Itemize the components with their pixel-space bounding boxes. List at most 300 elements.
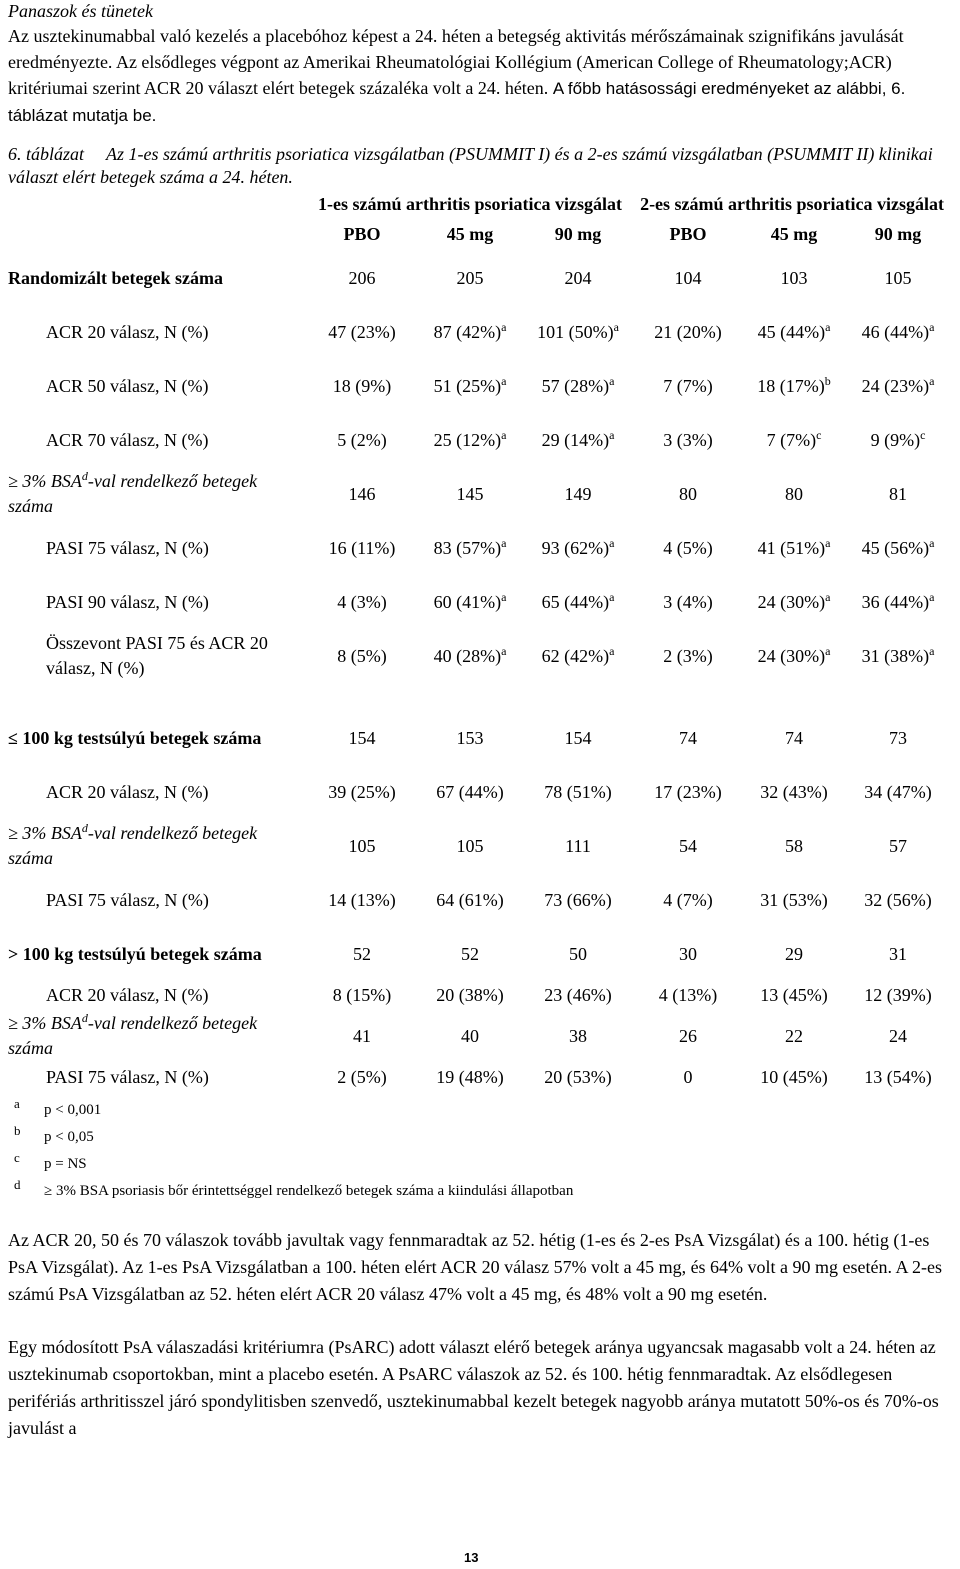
table-cell [308, 711, 416, 765]
cell-significance-mark: a [825, 643, 831, 658]
row-label-text-rest: -val rendelkező betegek száma [8, 1013, 258, 1058]
cell-value: 26 [679, 1025, 698, 1046]
table-row [8, 305, 952, 359]
table-cell [416, 1063, 524, 1091]
cell-value: 24 (30%) [757, 645, 826, 666]
row-label [8, 629, 308, 683]
table-cell [524, 575, 632, 629]
cell-value: 154 [564, 727, 592, 748]
table-spacer-row [8, 683, 952, 711]
intro-paragraph [8, 23, 952, 129]
cell-significance-mark: a [501, 643, 507, 658]
cell-significance-mark: a [609, 643, 615, 658]
table-row [8, 521, 952, 575]
cell-value: 206 [348, 267, 376, 288]
cell-significance-mark: a [609, 427, 615, 442]
table-cell [744, 629, 844, 683]
table-cell [844, 467, 952, 521]
cell-value: 52 [353, 943, 371, 964]
row-label-text: ≥ 3% BSA [8, 823, 82, 843]
table-cell [844, 765, 952, 819]
row-label-text: ACR 20 válasz, N (%) [46, 321, 209, 342]
column-header: 90 mg [874, 223, 922, 244]
table-cell [524, 467, 632, 521]
cell-value: 4 (3%) [337, 591, 387, 612]
table-caption-text: Az 1-es számú arthritis psoriatica vizsgálatban (PSUMMIT I) és a 2-es számú vizsgálatban (PSUMMIT II) klinikai választ elért betegek száma a 24. héten. [8, 144, 933, 187]
cell-value: 101 (50%) [537, 321, 614, 342]
cell-value: 45 (44%) [757, 321, 826, 342]
cell-value: 20 (53%) [544, 1066, 612, 1087]
cell-value: 74 [679, 727, 698, 748]
cell-significance-mark: c [816, 427, 822, 442]
row-label-text: Randomizált betegek száma [8, 267, 223, 288]
table-row [8, 251, 952, 305]
cell-value: 205 [456, 267, 484, 288]
table-cell [844, 359, 952, 413]
cell-value: 80 [785, 483, 804, 504]
table-cell [844, 413, 952, 467]
row-label-text: ≥ 3% BSA [8, 471, 82, 491]
table-cell [416, 765, 524, 819]
column-header: 45 mg [446, 223, 494, 244]
table-cell [744, 305, 844, 359]
cell-value: 46 (44%) [861, 321, 930, 342]
row-label-text: PASI 75 válasz, N (%) [46, 889, 209, 910]
cell-value: 146 [348, 483, 376, 504]
row-label-footnote-mark: d [81, 469, 88, 483]
table-cell [844, 251, 952, 305]
table-row [8, 629, 952, 683]
row-label-text: ≤ 100 kg testsúlyú betegek száma [8, 727, 262, 748]
table-cell [308, 1063, 416, 1091]
cell-value: 154 [348, 727, 376, 748]
footnote-key: a [14, 1096, 20, 1111]
table-cell [844, 575, 952, 629]
cell-value: 78 (51%) [544, 781, 612, 802]
table-cell [416, 305, 524, 359]
table-cell [744, 711, 844, 765]
table-cell [524, 1009, 632, 1063]
cell-value: 40 (28%) [433, 645, 502, 666]
cell-value: 50 [569, 943, 588, 964]
row-label [8, 1063, 308, 1091]
cell-value: 57 [889, 835, 908, 856]
row-label [8, 521, 308, 575]
cell-value: 13 (54%) [864, 1066, 932, 1087]
table-cell [632, 629, 744, 683]
cell-significance-mark: a [929, 589, 935, 604]
footnote [8, 1151, 952, 1178]
cell-value: 57 (28%) [541, 375, 610, 396]
cell-significance-mark: a [609, 535, 615, 550]
table-cell [308, 873, 416, 927]
table-row [8, 413, 952, 467]
cell-value: 16 (11%) [328, 537, 396, 558]
cell-value: 41 (51%) [757, 537, 826, 558]
page-number: 13 [464, 1550, 479, 1565]
table-cell [416, 467, 524, 521]
table-cell [524, 521, 632, 575]
table-cell [744, 359, 844, 413]
cell-value: 25 (12%) [433, 429, 502, 450]
table-cell [308, 359, 416, 413]
cell-value: 204 [564, 267, 592, 288]
table-caption-number: 6. táblázat [8, 144, 85, 164]
table-cell [524, 981, 632, 1009]
cell-value: 149 [564, 483, 592, 504]
table-cell [308, 413, 416, 467]
table-cell [744, 1063, 844, 1091]
table-cell [844, 981, 952, 1009]
cell-value: 104 [674, 267, 702, 288]
cell-significance-mark: a [501, 427, 507, 442]
cell-value: 22 [785, 1025, 804, 1046]
table-cell [744, 467, 844, 521]
table-cell [524, 765, 632, 819]
table-cell [416, 575, 524, 629]
cell-value: 40 [461, 1025, 479, 1046]
cell-value: 10 (45%) [760, 1066, 828, 1087]
footnote-text: p = NS [44, 1156, 87, 1172]
cell-value: 2 (3%) [663, 645, 713, 666]
cell-value: 105 [348, 835, 376, 856]
cell-value: 41 [353, 1025, 371, 1046]
cell-value: 105 [884, 267, 912, 288]
cell-value: 31 [889, 943, 908, 964]
cell-value: 153 [456, 727, 484, 748]
paragraph-2: Az ACR 20, 50 és 70 válaszok tovább javultak vagy fennmaradtak az 52. hétig (1-es és 2-es PsA Vizsgálat) és a 100. hétig (1-es PsA Vizsgálat). Az 1-es PsA Vizsgálatban a 100. héten elért ACR 20 válasz 57% volt a 45 mg, és 64% volt a 90 mg esetén. A 2-es számú PsA Vizsgálatban az 52. héten elért ACR 20 válasz 47% volt a 45 mg, és 48% volt a 90 mg esetén. [8, 1230, 943, 1304]
table-cell [632, 711, 744, 765]
cell-value: 111 [565, 835, 591, 856]
row-label [8, 575, 308, 629]
table-cell [524, 629, 632, 683]
cell-value: 31 (38%) [861, 645, 930, 666]
cell-value: 54 [679, 835, 698, 856]
table-cell [632, 575, 744, 629]
row-label-footnote-mark: d [81, 821, 88, 835]
cell-value: 60 (41%) [433, 591, 502, 612]
table-column-header-row [8, 217, 952, 251]
cell-value: 20 (38%) [436, 984, 504, 1005]
table-cell [524, 251, 632, 305]
footnote-key: b [14, 1123, 21, 1138]
table-cell [416, 251, 524, 305]
table-cell [744, 251, 844, 305]
row-label-text: PASI 75 válasz, N (%) [46, 1066, 209, 1087]
cell-value: 87 (42%) [433, 321, 502, 342]
cell-significance-mark: a [929, 373, 935, 388]
table-cell [308, 305, 416, 359]
table-caption [8, 143, 952, 189]
table-cell [416, 873, 524, 927]
cell-value: 3 (3%) [663, 429, 713, 450]
cell-value: 8 (15%) [332, 984, 392, 1005]
cell-value: 17 (23%) [654, 781, 722, 802]
table-cell [744, 873, 844, 927]
cell-value: 4 (13%) [658, 984, 718, 1005]
group-header-study-2: 2-es számú arthritis psoriatica vizsgálat [640, 194, 945, 214]
table-row [8, 467, 952, 521]
following-text [8, 1227, 952, 1442]
table-cell [632, 981, 744, 1009]
cell-value: 64 (61%) [436, 889, 504, 910]
row-label-text: ACR 50 válasz, N (%) [46, 375, 209, 396]
table-cell [744, 765, 844, 819]
cell-value: 47 (23%) [328, 321, 396, 342]
cell-significance-mark: a [501, 535, 507, 550]
table-cell [744, 521, 844, 575]
cell-value: 30 [679, 943, 698, 964]
table-cell [632, 521, 744, 575]
cell-value: 105 [456, 835, 484, 856]
group-header-study-1: 1-es számú arthritis psoriatica vizsgálat [318, 194, 622, 214]
table-cell [308, 521, 416, 575]
cell-value: 38 [569, 1025, 588, 1046]
cell-value: 39 (25%) [328, 781, 396, 802]
table-cell [524, 873, 632, 927]
table-cell [632, 467, 744, 521]
table-cell [416, 521, 524, 575]
row-label [8, 873, 308, 927]
table-row [8, 765, 952, 819]
footnote [8, 1124, 952, 1151]
footnote-text: p < 0,001 [44, 1102, 102, 1118]
table-row [8, 711, 952, 765]
cell-significance-mark: a [501, 373, 507, 388]
cell-value: 29 [785, 943, 804, 964]
table-cell [632, 927, 744, 981]
table-cell [416, 413, 524, 467]
table-cell [632, 765, 744, 819]
row-label [8, 467, 308, 521]
table-group-header-row [8, 191, 952, 217]
table-cell [844, 711, 952, 765]
table-cell [844, 927, 952, 981]
table-cell [308, 467, 416, 521]
table-cell [416, 629, 524, 683]
table-cell [308, 765, 416, 819]
table-cell [308, 575, 416, 629]
cell-value: 34 (47%) [864, 781, 932, 802]
section-heading: Panaszok és tünetek [8, 1, 153, 21]
footnote [8, 1178, 952, 1205]
cell-value: 4 (7%) [663, 889, 713, 910]
table-cell [632, 1063, 744, 1091]
table-cell [744, 981, 844, 1009]
footnote-text: ≥ 3% BSA psoriasis bőr érintettséggel rendelkező betegek száma a kiindulási állapotban [44, 1183, 574, 1199]
table-cell [844, 873, 952, 927]
table-cell [416, 819, 524, 873]
cell-significance-mark: b [824, 373, 831, 388]
row-label [8, 711, 308, 765]
table-cell [844, 629, 952, 683]
cell-significance-mark: a [609, 373, 615, 388]
cell-value: 13 (45%) [760, 984, 828, 1005]
row-label-text: PASI 75 válasz, N (%) [46, 537, 209, 558]
table-row [8, 1009, 952, 1063]
table-cell [844, 1009, 952, 1063]
cell-significance-mark: a [825, 535, 831, 550]
cell-value: 19 (48%) [436, 1066, 504, 1087]
table-cell [632, 305, 744, 359]
row-label-text: Összevont PASI 75 és ACR 20 válasz, N (%) [46, 633, 268, 678]
table-cell [632, 413, 744, 467]
table-cell [524, 1063, 632, 1091]
table-cell [524, 927, 632, 981]
cell-significance-mark: a [501, 319, 507, 334]
cell-value: 4 (5%) [663, 537, 713, 558]
table-cell [632, 873, 744, 927]
cell-value: 74 [785, 727, 804, 748]
table-cell [632, 819, 744, 873]
table-cell [416, 359, 524, 413]
cell-value: 7 (7%) [663, 375, 713, 396]
table-cell [308, 981, 416, 1009]
row-label-text-rest: -val rendelkező betegek száma [8, 823, 258, 868]
cell-value: 67 (44%) [436, 781, 504, 802]
intro-text: Az usztekinumabbal való kezelés a placebóhoz képest a 24. héten a betegség aktivitás mérőszámainak szignifikáns javulását eredményezte. Az elsődleges végpont az Amerikai Rheumatológiai Kollégium (American College of Rheumatology;ACR) kritériumai szerint ACR 20 választ elért betegek százaléka volt a 24. héten. [8, 26, 904, 98]
cell-value: 29 (14%) [541, 429, 610, 450]
cell-value: 24 (30%) [757, 591, 826, 612]
table-cell [744, 927, 844, 981]
table-cell [308, 251, 416, 305]
table-row [8, 981, 952, 1009]
table-cell [524, 413, 632, 467]
table-cell [524, 819, 632, 873]
cell-significance-mark: a [501, 589, 507, 604]
footnote-key: c [14, 1150, 20, 1165]
table-cell [744, 575, 844, 629]
cell-value: 24 [889, 1025, 908, 1046]
cell-value: 7 (7%) [766, 429, 817, 450]
cell-value: 51 (25%) [433, 375, 502, 396]
cell-significance-mark: a [825, 319, 831, 334]
footnote-text: p < 0,05 [44, 1129, 94, 1145]
cell-value: 2 (5%) [337, 1066, 387, 1087]
cell-value: 65 (44%) [541, 591, 610, 612]
table-cell [416, 927, 524, 981]
cell-value: 81 [889, 483, 908, 504]
cell-significance-mark: a [825, 589, 831, 604]
cell-significance-mark: a [929, 319, 935, 334]
cell-value: 14 (13%) [328, 889, 396, 910]
row-label-text: ≥ 3% BSA [8, 1013, 82, 1033]
cell-value: 18 (17%) [757, 375, 825, 396]
column-header: 45 mg [770, 223, 818, 244]
row-label [8, 765, 308, 819]
cell-value: 58 [785, 835, 804, 856]
row-label-text: > 100 kg testsúlyú betegek száma [8, 943, 262, 964]
footnote-key: d [14, 1177, 21, 1192]
row-label [8, 305, 308, 359]
row-label-text: ACR 20 válasz, N (%) [46, 781, 209, 802]
footnotes [8, 1097, 952, 1205]
cell-value: 8 (5%) [337, 645, 387, 666]
cell-value: 21 (20%) [654, 321, 722, 342]
cell-value: 36 (44%) [861, 591, 930, 612]
table-cell [308, 927, 416, 981]
table-cell [416, 711, 524, 765]
cell-value: 83 (57%) [433, 537, 502, 558]
cell-value: 73 (66%) [544, 889, 612, 910]
row-label-text: ACR 70 válasz, N (%) [46, 429, 209, 450]
row-label-text: PASI 90 válasz, N (%) [46, 591, 209, 612]
table-cell [744, 819, 844, 873]
cell-value: 5 (2%) [337, 429, 387, 450]
table-cell [744, 1009, 844, 1063]
cell-significance-mark: a [613, 319, 619, 334]
table-cell [524, 305, 632, 359]
cell-value: 45 (56%) [861, 537, 930, 558]
cell-significance-mark: a [929, 535, 935, 550]
table-cell [844, 819, 952, 873]
table-cell [416, 1009, 524, 1063]
cell-value: 23 (46%) [544, 984, 612, 1005]
row-label [8, 413, 308, 467]
table-cell [416, 981, 524, 1009]
cell-significance-mark: a [609, 589, 615, 604]
row-label [8, 819, 308, 873]
table-cell [308, 1009, 416, 1063]
cell-value: 62 (42%) [541, 645, 610, 666]
table-row [8, 873, 952, 927]
table-cell [308, 819, 416, 873]
cell-value: 0 [683, 1066, 693, 1087]
table-cell [632, 251, 744, 305]
cell-value: 73 [889, 727, 908, 748]
cell-value: 18 (9%) [332, 375, 392, 396]
row-label-text: ACR 20 válasz, N (%) [46, 984, 209, 1005]
cell-value: 32 (43%) [760, 781, 828, 802]
table-row [8, 359, 952, 413]
cell-value: 31 (53%) [760, 889, 828, 910]
cell-value: 52 [461, 943, 479, 964]
column-header: PBO [669, 223, 707, 244]
column-header: PBO [343, 223, 381, 244]
row-label [8, 359, 308, 413]
table-cell [524, 711, 632, 765]
footnote [8, 1097, 952, 1124]
results-table [8, 191, 952, 1091]
cell-value: 12 (39%) [864, 984, 932, 1005]
table-row [8, 819, 952, 873]
table-cell [632, 359, 744, 413]
row-label [8, 981, 308, 1009]
intro-tail: A főbb hatásossági eredményeket az alábbi, 6. táblázat mutatja be. [8, 79, 906, 125]
cell-significance-mark: a [929, 643, 935, 658]
cell-value: 3 (4%) [663, 591, 713, 612]
cell-value: 103 [780, 267, 808, 288]
table-cell [844, 521, 952, 575]
column-header: 90 mg [554, 223, 602, 244]
cell-value: 145 [456, 483, 484, 504]
table-cell [524, 359, 632, 413]
cell-significance-mark: c [920, 427, 926, 442]
cell-value: 24 (23%) [861, 375, 930, 396]
table-cell [844, 305, 952, 359]
row-label-text-rest: -val rendelkező betegek száma [8, 471, 258, 516]
cell-value: 93 (62%) [541, 537, 610, 558]
table-row [8, 1063, 952, 1091]
cell-value: 32 (56%) [864, 889, 932, 910]
table-cell [308, 629, 416, 683]
document-page [8, 0, 952, 1468]
table-row [8, 575, 952, 629]
table-cell [632, 1009, 744, 1063]
row-label [8, 251, 308, 305]
paragraph-3: Egy módosított PsA válaszadási kritériumra (PsARC) adott választ elérő betegek aránya ugyancsak magasabb volt a 24. héten az usztekinumab csoportokban, mint a placebo esetén. A PsARC válaszok az 52. és 100. hétig fennmaradtak. Az elsődlegesen perifériás arthritisszel járó spondylitisben szenvedő, usztekinumabbal kezelt betegek nagyobb aránya mutatott 50%-os és 70%-os javulást a [8, 1337, 939, 1438]
cell-value: 9 (9%) [870, 429, 921, 450]
